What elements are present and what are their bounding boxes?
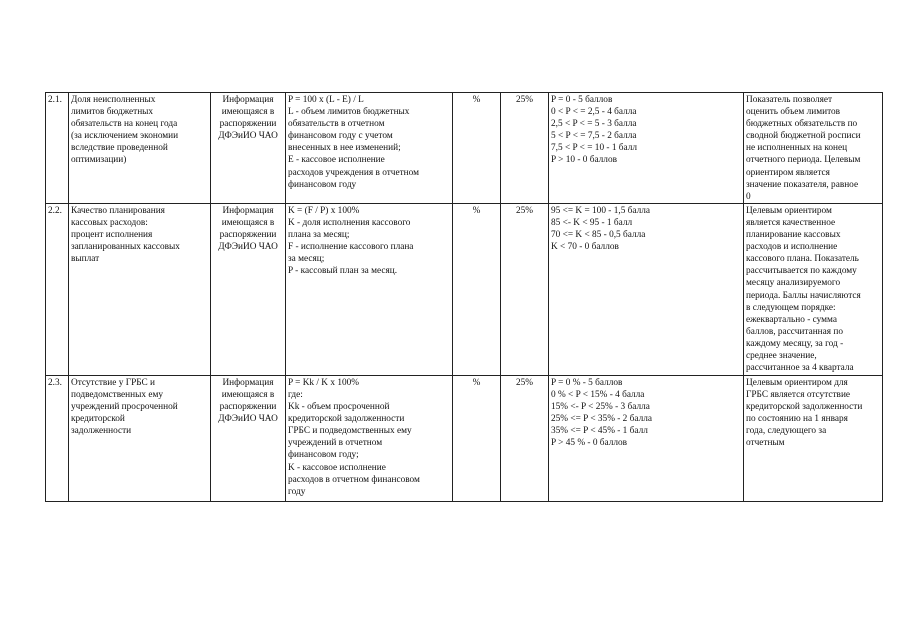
indicator-name-cell: Качество планирования кассовых расходов: процент исполнения запланированных кассовых выплат [69,203,211,375]
row-number: 2.2. [46,203,69,375]
indicator-name-cell: Отсутствие у ГРБС и подведомственных ему учреждений просроченной кредиторской задолженности [69,375,211,501]
formula-cell: K = (F / P) x 100% K - доля исполнения кассового плана за месяц; F - исполнение кассового плана за месяц; P - кассовый план за месяц. [286,203,453,375]
formula-cell: P = Kk / K x 100% где: Kk - объем просроченной кредиторской задолженности ГРБС и подведомственных ему учреждений в отчетном финансовом году; K - кассовое исполнение расходов в отчетном финансовом году [286,375,453,501]
note-cell: Целевым ориентиром для ГРБС является отсутствие кредиторской задолженности по состоянию на 1 января года, следующего за отчетным [744,375,883,501]
table-row [46,93,883,204]
note-cell: Целевым ориентиром является качественное планирование кассовых расходов и исполнение кассового плана. Показатель рассчитывается по каждому месяцу анализируемого периода. Баллы начисляются в следующем порядке: ежеквартально - сумма баллов, рассчитанная по каждому месяцу, за год - среднее значение, рассчитанное за 4 квартала [744,203,883,375]
weight-cell: 25% [501,375,549,501]
criteria-table-page [45,92,869,502]
scoring-cell: 95 <= K = 100 - 1,5 балла 85 <- K < 95 - 1 балл 70 <= K < 85 - 0,5 балла K < 70 - 0 баллов [549,203,744,375]
unit-cell: % [453,203,501,375]
info-source-cell: Информация имеющаяся в распоряжении ДФЭиИО ЧАО [211,203,286,375]
criteria-table [45,92,883,502]
info-source-cell: Информация имеющаяся в распоряжении ДФЭиИО ЧАО [211,375,286,501]
unit-cell: % [453,93,501,204]
info-source-cell: Информация имеющаяся в распоряжении ДФЭиИО ЧАО [211,93,286,204]
formula-cell: P = 100 x (L - E) / L L - объем лимитов бюджетных обязательств в отчетном финансовом году с учетом внесенных в нее изменений; E - кассовое исполнение расходов учреждения в отчетном финансовом году [286,93,453,204]
scoring-cell: P = 0 - 5 баллов 0 < P < = 2,5 - 4 балла 2,5 < P < = 5 - 3 балла 5 < P < = 7,5 - 2 балла 7,5 < P < = 10 - 1 балл P > 10 - 0 баллов [549,93,744,204]
table-row [46,203,883,375]
weight-cell: 25% [501,203,549,375]
row-number: 2.1. [46,93,69,204]
note-cell: Показатель позволяет оценить объем лимитов бюджетных обязательств по сводной бюджетной росписи не исполненных на конец отчетного периода. Целевым ориентиром является значение показателя, равное 0 [744,93,883,204]
scoring-cell: P = 0 % - 5 баллов 0 % < P < 15% - 4 балла 15% <- P < 25% - 3 балла 25% <= P < 35% - 2 балла 35% <= P < 45% - 1 балл P > 45 % - 0 баллов [549,375,744,501]
indicator-name-cell: Доля неисполненных лимитов бюджетных обязательств на конец года (за исключением экономии вследствие проведенной оптимизации) [69,93,211,204]
table-row [46,375,883,501]
weight-cell: 25% [501,93,549,204]
unit-cell: % [453,375,501,501]
row-number: 2.3. [46,375,69,501]
